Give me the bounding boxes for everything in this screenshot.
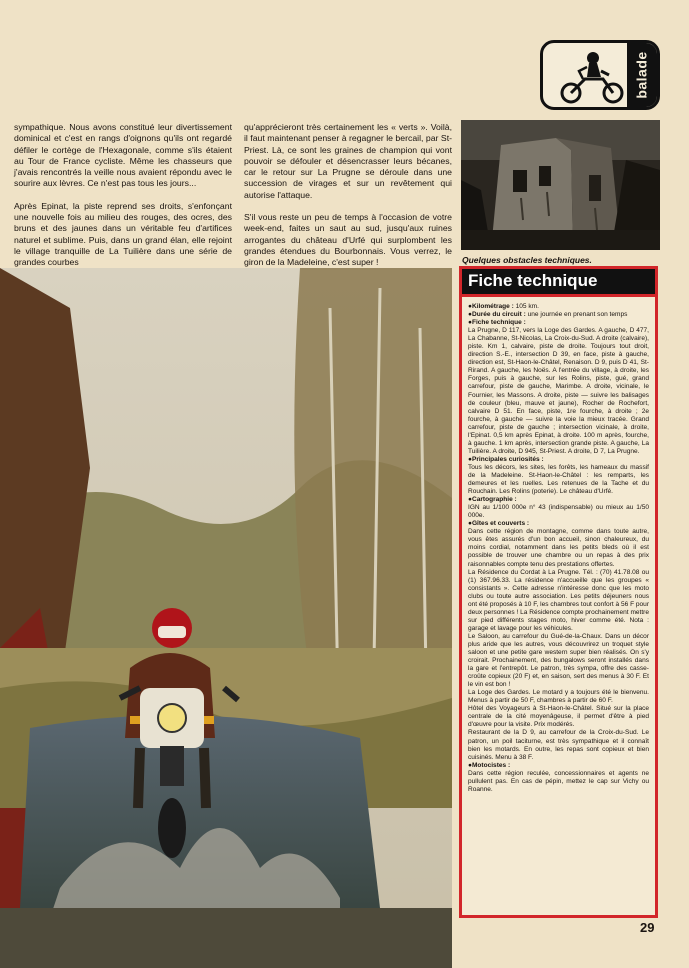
fiche-section-title: ● Durée du circuit :	[468, 311, 526, 318]
fiche-section-title: ● Gîtes et couverts :	[468, 520, 649, 528]
fiche-section-text: Tous les décors, les sites, les forêts, les hameaux du massif de la Madeleine. St-Haon-le-Châtel : les remparts, les demeures et les ruelles. Les retenues de la Tache et du Rouchain. Les Rolins (poterie). Le château d'Urfé.	[468, 463, 649, 496]
fiche-section-title: ● Cartographie :	[468, 496, 649, 504]
article-paragraph: S'il vous reste un peu de temps à l'occasion de votre week-end, faites un saut au sud, jusqu'aux ruines arrogantes du château d'Urfé qui surplombent les grandes étendues du Bourbonnais. Vous verrez, le giron de la Madeleine, c'est super !	[244, 212, 452, 268]
balade-badge	[540, 40, 660, 110]
fiche-section-text: une journée en prenant son temps	[527, 311, 628, 319]
fiche-section-gites	[468, 520, 649, 761]
fiche-section-text: Dans cette région reculée, concessionnaires et agents ne pullulent pas. En cas de pépin, mettez le cap sur Vichy ou Roanne.	[468, 769, 649, 793]
motorcycle-photo	[0, 268, 452, 968]
fiche-section-title: ● Kilométrage :	[468, 303, 514, 310]
fiche-technique-box	[459, 266, 658, 918]
fiche-section-text: La Prugne, D 117, vers la Loge des Gardes. A gauche, D 477, La Chabanne, St-Nicolas, La Croix-du-Sud. A droite (calvaire), piste. Km 1, calvaire, piste de droite. Toujours tout droit, direction S.-E., intersection D 39, en face, piste à gauche, direction est, St-Haon-le-Châtel, Renaison. D 9, puis D 41, St-Rirand. A gauche, les Noës. A l'entrée du village, à droite, les Forges, puis à gauche, sur les Rolins, piste, gué, grand carrefour, piste de gauche, Marimbe. A droite, vicinale, le Fournier, les Massons. A droite, piste — suivre les balisages de couleur (bleu, mauve et jaune), Rocher de Rochefort, calvaire D 51. En face, piste, 1re fourche, à droite ; 2e fourche, à gauche — suivre la voie la mieux tracée. Grand carrefour, piste de gauche ; intersection vicinale, à droite, l'Epinat. 0,5 km après Epinat, à droite. 100 m après, fourche, à gauche. 1 km après, intersection grande piste. A gauche, La Tuilière. A droite, D 945, St-Priest. A droite, D 7, La Prugne.	[468, 327, 649, 455]
page-number: 29	[640, 920, 655, 935]
photo-caption: Quelques obstacles techniques.	[462, 255, 592, 265]
fiche-section-curiosites	[468, 456, 649, 496]
badge-tab	[627, 43, 657, 107]
fiche-title: Fiche technique	[462, 269, 655, 297]
article-paragraph: sympathique. Nous avons constitué leur divertissement dominical et c'est en rangs d'oignons qu'ils ont regardé défiler le cortège de l'Hexagonale, comme s'ils étaient au Tour de France cycliste. Même les chasseurs que j'avais rencontrés la veille nous avaient répondu avec le sourire aux lèvres. Ce n'est pas tous les jours...	[14, 122, 232, 189]
article-column-middle	[244, 122, 452, 280]
badge-label: balade	[634, 51, 651, 99]
fiche-section-motocistes	[468, 762, 649, 794]
fiche-section-cartographie	[468, 496, 649, 520]
fiche-section-title: ● Fiche technique :	[468, 319, 649, 327]
fiche-section-itineraire	[468, 319, 649, 456]
ruins-illustration	[461, 120, 660, 250]
fiche-section-text: IGN au 1/100 000e n° 43 (indispensable) ou mieux au 1/50 000e.	[468, 504, 649, 520]
fiche-section-title: ● Principales curiosités :	[468, 456, 649, 464]
fiche-section-text: Dans cette région de montagne, comme dans toute autre, vous êtes assurés d'un bon accueil, sinon chaleureux, du moins cordial, notamment dans les petits bleds où il est possible de trouver une chambre ou un repas à des prix raisonnables compte tenu des prestations offertes. La Résidence du Cordat à La Prugne. Tél. : (70) 41.78.08 ou (1) 367.96.33. La résidence n'accueille que les groupes « consistants ». Cette adresse n'intéresse donc que les moto clubs ou toute autre association. Les petits déjeuners nous ont été proposés à 10 F, les chambres tout confort à 56 F pour deux personnes ! La Résidence compte prochainement mettre sur pied différents stages moto, hiver comme été. Nota : garage et lavage pour les véhicules. Le Saloon, au carrefour du Gué-de-la-Chaux. Dans un décor plus aride que les autres, vous découvrirez un troquet style saloon et une petite gare western super bien réalisés. On s'y croirait. Prochainement, des bungalows seront installés dans la gare et l'entrepôt. Le patron, très sympa, offre des casse-croûte copieux (20 F) et, en saison, sert des menus à 30 F. Et le vin est bon ! La Loge des Gardes. Le motard y a toujours été le bienvenu. Menus à partir de 50 F, chambres à partir de 60 F. Hôtel des Voyageurs à St-Haon-le-Châtel. Situé sur la place centrale de la cité moyenâgeuse, il permet d'être à pied d'œuvre pour la visite. Prix modérés. Restaurant de la D 9, au carrefour de la Croix-du-Sud. Le patron, un poil taciturne, est très sympathique et il connaît bien les motards. En outre, les repas sont copieux et bien cuisinés. Menu à 38 F.	[468, 528, 649, 761]
ruins-photo	[461, 120, 660, 250]
fiche-section-title: ● Motocistes :	[468, 762, 649, 770]
article-paragraph: Après Epinat, la piste reprend ses droits, s'enfonçant une nouvelle fois au milieu des rouges, des ocres, des bruns et des jaunes dans un véritable feu d'artifices naturel et sublime. Puis, dans un grand élan, elle rejoint le village tranquille de La Tuilière dans une série de grandes courbes	[14, 200, 232, 268]
article-column-left	[14, 122, 232, 280]
article-paragraph: qu'apprécieront très certainement les « verts ». Voilà, il faut maintenant penser à regagner le bercail, par St-Priest. Là, ce sont les graines de champion qui vont pouvoir se défouler et désencrasser leurs bécanes, car le retour sur La Prugne se déroule dans une succession de virages et sur un revêtement qui autorise l'attaque.	[244, 122, 452, 200]
fiche-section-duree	[468, 311, 649, 319]
fiche-section-kilometrage	[468, 303, 649, 311]
fiche-section-text: 105 km.	[515, 303, 539, 310]
motorcycle-illustration	[0, 268, 452, 968]
fiche-body	[462, 297, 655, 794]
motorcycle-rider-icon	[557, 49, 629, 105]
